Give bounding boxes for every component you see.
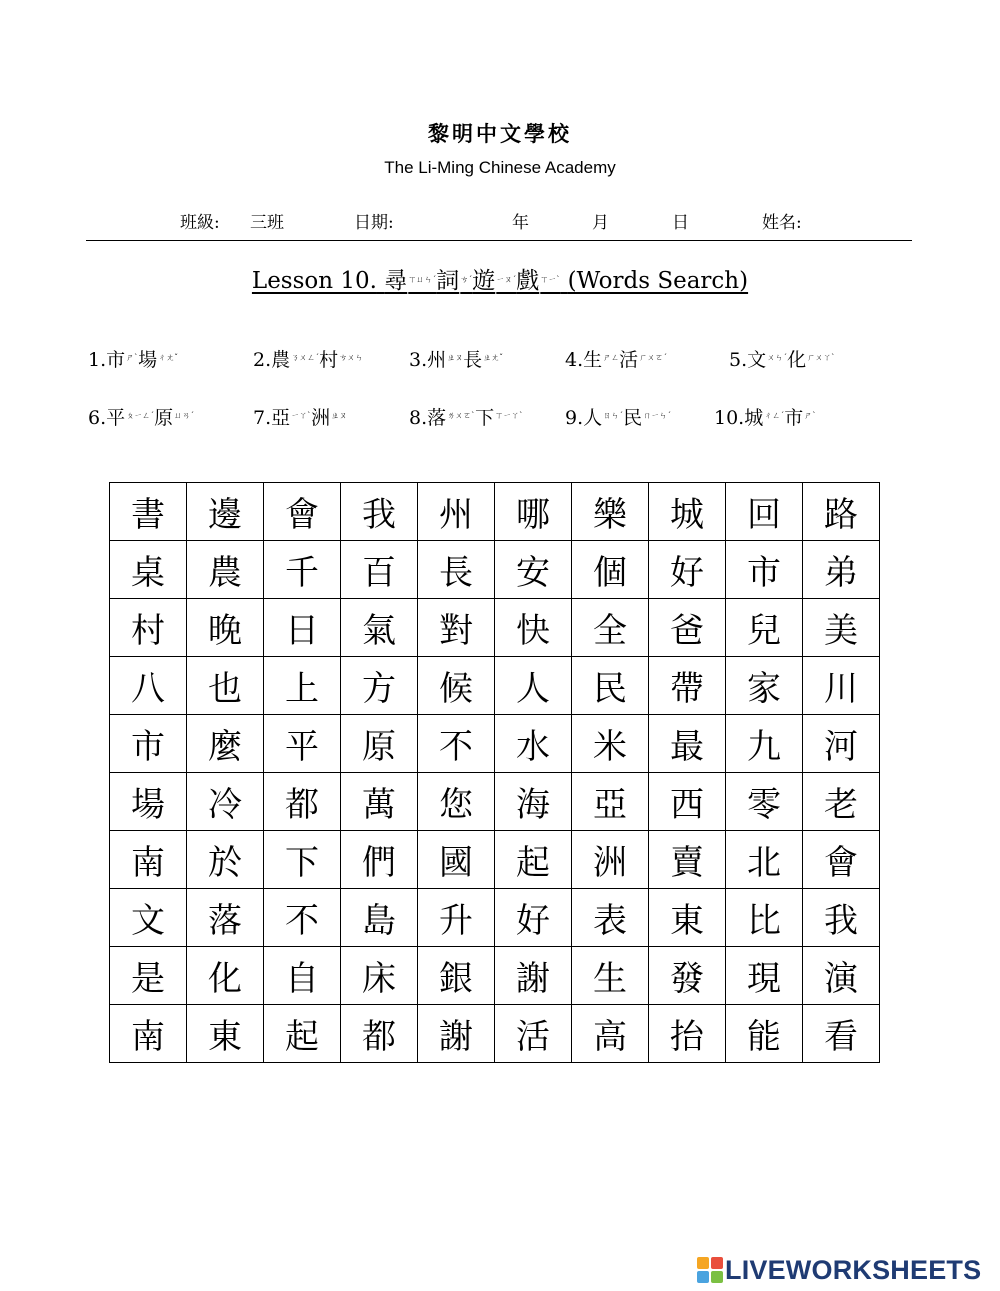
grid-row [110, 483, 880, 541]
grid-cell[interactable]: 自 [264, 947, 341, 1005]
grid-cell[interactable]: 島 [341, 889, 418, 947]
grid-cell[interactable]: 好 [649, 541, 726, 599]
grid-cell[interactable]: 晚 [187, 599, 264, 657]
grid-cell[interactable]: 銀 [418, 947, 495, 1005]
vocab-item: 2.農$^{ㄋㄨㄥˊ}$村$^{ㄘㄨㄣ}$ [253, 349, 364, 371]
grid-cell[interactable]: 南 [110, 1005, 187, 1063]
grid-cell[interactable]: 爸 [649, 599, 726, 657]
lesson-title-char: 遊 [472, 268, 496, 294]
grid-cell[interactable]: 看 [803, 1005, 880, 1063]
grid-cell[interactable]: 都 [341, 1005, 418, 1063]
grid-cell[interactable]: 生 [572, 947, 649, 1005]
grid-cell[interactable]: 樂 [572, 483, 649, 541]
grid-cell[interactable]: 高 [572, 1005, 649, 1063]
grid-cell[interactable]: 是 [110, 947, 187, 1005]
grid-cell[interactable]: 川 [803, 657, 880, 715]
grid-row [110, 599, 880, 657]
grid-cell[interactable]: 米 [572, 715, 649, 773]
grid-cell[interactable]: 桌 [110, 541, 187, 599]
grid-cell[interactable]: 都 [264, 773, 341, 831]
lesson-prefix: Lesson 10. [251, 268, 377, 294]
grid-row [110, 831, 880, 889]
grid-row [110, 1005, 880, 1063]
grid-cell[interactable]: 落 [187, 889, 264, 947]
grid-cell[interactable]: 州 [418, 483, 495, 541]
lesson-title-char: 尋 [384, 268, 408, 294]
header-divider [86, 240, 912, 241]
grid-cell[interactable]: 水 [495, 715, 572, 773]
grid-cell[interactable]: 百 [341, 541, 418, 599]
name-label: 姓名: [762, 213, 802, 233]
grid-cell[interactable]: 氣 [341, 599, 418, 657]
grid-cell[interactable]: 村 [110, 599, 187, 657]
liveworksheets-wordmark: LIVEWORKSHEETS [725, 1255, 982, 1285]
lesson-title-zhuyin: ㄒㄧˋ [540, 275, 561, 284]
grid-cell[interactable]: 會 [264, 483, 341, 541]
month-label: 月 [592, 213, 609, 233]
grid-cell[interactable]: 化 [187, 947, 264, 1005]
school-name: 黎明中文學校 [428, 121, 572, 146]
grid-cell[interactable]: 哪 [495, 483, 572, 541]
grid-cell[interactable]: 海 [495, 773, 572, 831]
grid-cell[interactable]: 城 [649, 483, 726, 541]
grid-cell[interactable]: 發 [649, 947, 726, 1005]
year-label: 年 [512, 213, 529, 233]
grid-cell[interactable]: 南 [110, 831, 187, 889]
grid-cell[interactable]: 不 [418, 715, 495, 773]
grid-cell[interactable]: 家 [726, 657, 803, 715]
grid-cell[interactable]: 好 [495, 889, 572, 947]
grid-row [110, 657, 880, 715]
grid-cell[interactable]: 對 [418, 599, 495, 657]
vocab-item: 10.城$^{ㄔㄥˊ}$市$^{ㄕˋ}$ [714, 407, 817, 429]
grid-cell[interactable]: 邊 [187, 483, 264, 541]
grid-cell[interactable]: 候 [418, 657, 495, 715]
grid-cell[interactable]: 能 [726, 1005, 803, 1063]
grid-row [110, 541, 880, 599]
vocab-item: 7.亞$^{ㄧㄚˋ}$洲$^{ㄓㄡ}$ [253, 407, 348, 429]
grid-cell[interactable]: 安 [495, 541, 572, 599]
grid-cell[interactable]: 千 [264, 541, 341, 599]
grid-cell[interactable]: 河 [803, 715, 880, 773]
grid-cell[interactable]: 萬 [341, 773, 418, 831]
grid-cell[interactable]: 弟 [803, 541, 880, 599]
grid-cell[interactable]: 冷 [187, 773, 264, 831]
grid-cell[interactable]: 上 [264, 657, 341, 715]
grid-cell[interactable]: 床 [341, 947, 418, 1005]
student-info-row [0, 208, 1000, 234]
grid-cell[interactable]: 方 [341, 657, 418, 715]
grid-cell[interactable]: 回 [726, 483, 803, 541]
grid-cell[interactable]: 謝 [418, 1005, 495, 1063]
grid-cell[interactable]: 洲 [572, 831, 649, 889]
class-value: 三班 [250, 213, 284, 233]
grid-cell[interactable]: 謝 [495, 947, 572, 1005]
grid-cell[interactable]: 長 [418, 541, 495, 599]
grid-cell[interactable]: 帶 [649, 657, 726, 715]
grid-cell[interactable]: 於 [187, 831, 264, 889]
liveworksheets-logo-icon [697, 1257, 723, 1283]
grid-cell[interactable]: 演 [803, 947, 880, 1005]
grid-cell[interactable]: 比 [726, 889, 803, 947]
grid-cell[interactable]: 兒 [726, 599, 803, 657]
grid-cell[interactable]: 您 [418, 773, 495, 831]
grid-cell[interactable]: 最 [649, 715, 726, 773]
grid-cell[interactable]: 起 [495, 831, 572, 889]
grid-row [110, 715, 880, 773]
grid-cell[interactable]: 九 [726, 715, 803, 773]
grid-cell[interactable]: 原 [341, 715, 418, 773]
grid-cell[interactable]: 平 [264, 715, 341, 773]
vocab-item: 1.市$^{ㄕˋ}$場$^{ㄔㄤˇ}$ [88, 349, 179, 371]
lesson-title-zhuyin: ㄒㄩㄣˊ [408, 275, 437, 284]
vocab-item: 3.州$^{ㄓㄡ}$長$^{ㄓㄤˇ}$ [409, 349, 504, 371]
grid-cell[interactable]: 北 [726, 831, 803, 889]
grid-cell[interactable]: 民 [572, 657, 649, 715]
grid-cell[interactable]: 我 [803, 889, 880, 947]
lesson-title-zhuyin: ㄧㄡˊ [496, 275, 517, 284]
grid-cell[interactable]: 表 [572, 889, 649, 947]
grid-cell[interactable]: 東 [649, 889, 726, 947]
class-label: 班級: [180, 213, 220, 233]
grid-cell[interactable]: 市 [726, 541, 803, 599]
vocab-item: 5.文$^{ㄨㄣˊ}$化$^{ㄏㄨㄚˋ}$ [729, 349, 836, 371]
lesson-title-char: 戲 [516, 268, 540, 294]
grid-cell[interactable]: 零 [726, 773, 803, 831]
grid-cell[interactable]: 全 [572, 599, 649, 657]
school-name-english: The Li-Ming Chinese Academy [384, 158, 616, 177]
grid-cell[interactable]: 現 [726, 947, 803, 1005]
grid-cell[interactable]: 活 [495, 1005, 572, 1063]
vocab-item: 6.平$^{ㄆㄧㄥˊ}$原$^{ㄩㄢˊ}$ [88, 407, 195, 429]
date-label: 日期: [354, 213, 394, 233]
grid-cell[interactable]: 路 [803, 483, 880, 541]
grid-cell[interactable]: 下 [264, 831, 341, 889]
lesson-title-char: 詞 [436, 268, 460, 294]
grid-cell[interactable]: 快 [495, 599, 572, 657]
grid-row [110, 947, 880, 1005]
vocab-item: 8.落$^{ㄌㄨㄛˋ}$下$^{ㄒㄧㄚˋ}$ [409, 407, 524, 429]
grid-cell[interactable]: 場 [110, 773, 187, 831]
grid-cell[interactable]: 亞 [572, 773, 649, 831]
grid-cell[interactable]: 美 [803, 599, 880, 657]
day-label: 日 [672, 213, 689, 233]
lesson-suffix: (Words Search) [567, 268, 749, 294]
vocab-item: 4.生$^{ㄕㄥ}$活$^{ㄏㄨㄛˊ}$ [565, 349, 668, 371]
grid-cell[interactable]: 麼 [187, 715, 264, 773]
grid-row [110, 773, 880, 831]
grid-cell[interactable]: 西 [649, 773, 726, 831]
grid-cell[interactable]: 八 [110, 657, 187, 715]
grid-cell[interactable]: 我 [341, 483, 418, 541]
word-search-grid [109, 482, 880, 1063]
grid-cell[interactable]: 升 [418, 889, 495, 947]
grid-cell[interactable]: 會 [803, 831, 880, 889]
grid-cell[interactable]: 抬 [649, 1005, 726, 1063]
grid-cell[interactable]: 國 [418, 831, 495, 889]
grid-cell[interactable]: 市 [110, 715, 187, 773]
grid-cell[interactable]: 東 [187, 1005, 264, 1063]
grid-cell[interactable]: 個 [572, 541, 649, 599]
grid-cell[interactable]: 們 [341, 831, 418, 889]
liveworksheets-branding [697, 1255, 997, 1289]
grid-cell[interactable]: 起 [264, 1005, 341, 1063]
grid-cell[interactable]: 農 [187, 541, 264, 599]
grid-cell[interactable]: 人 [495, 657, 572, 715]
grid-cell[interactable]: 也 [187, 657, 264, 715]
lesson-title [0, 262, 1000, 295]
grid-cell[interactable]: 文 [110, 889, 187, 947]
grid-cell[interactable]: 老 [803, 773, 880, 831]
vocab-item: 9.人$^{ㄖㄣˊ}$民$^{ㄇㄧㄣˊ}$ [565, 407, 672, 429]
grid-cell[interactable]: 賣 [649, 831, 726, 889]
grid-cell[interactable]: 不 [264, 889, 341, 947]
grid-row [110, 889, 880, 947]
lesson-title-zhuyin: ㄘˊ [460, 275, 473, 284]
grid-cell[interactable]: 書 [110, 483, 187, 541]
grid-cell[interactable]: 日 [264, 599, 341, 657]
